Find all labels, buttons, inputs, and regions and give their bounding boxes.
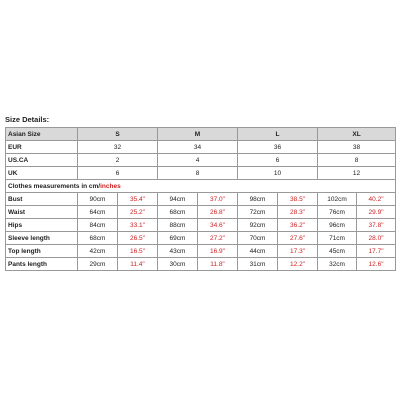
measurement-cm-cell: 69cm [158,232,198,245]
measurement-inch-cell: 17.7" [357,245,396,258]
measurement-cm-cell: 68cm [158,206,198,219]
size-conversion-row [6,167,396,180]
measurement-row-label: Hips [6,219,78,232]
measurement-inch-cell: 37.0" [198,193,238,206]
measurement-inch-cell: 26.5" [118,232,158,245]
measurement-cm-cell: 29cm [78,258,118,271]
measurement-cm-cell: 92cm [238,219,278,232]
measurement-inch-cell: 26.8" [198,206,238,219]
measurement-inch-cell: 36.2" [278,219,318,232]
measurement-row [6,258,396,271]
size-details-title: Size Details: [5,115,50,124]
measurement-inch-cell: 28.0" [357,232,396,245]
measurement-cm-cell: 94cm [158,193,198,206]
table-header-row [6,128,396,141]
size-conversion-cell: 2 [78,154,158,167]
measurement-row [6,245,396,258]
measurement-inch-cell: 29.9" [357,206,396,219]
measurement-inch-cell: 11.4" [118,258,158,271]
size-conversion-cell: 8 [318,154,396,167]
size-row-label: UK [6,167,78,180]
measurement-inch-cell: 17.3" [278,245,318,258]
measurement-inch-cell: 40.2" [357,193,396,206]
measurement-inch-cell: 27.6" [278,232,318,245]
size-header-l: L [238,128,318,141]
measurement-inch-cell: 16.9" [198,245,238,258]
measurement-inch-cell: 12.2" [278,258,318,271]
measurement-cm-cell: 30cm [158,258,198,271]
size-conversion-cell: 38 [318,141,396,154]
measurement-cm-cell: 88cm [158,219,198,232]
measurement-cm-cell: 90cm [78,193,118,206]
measurement-inch-cell: 28.3" [278,206,318,219]
measurement-row [6,206,396,219]
size-conversion-cell: 36 [238,141,318,154]
measurement-row-label: Bust [6,193,78,206]
measurement-cm-cell: 44cm [238,245,278,258]
measurement-inch-cell: 25.2" [118,206,158,219]
measurement-cm-cell: 70cm [238,232,278,245]
measurement-cm-cell: 102cm [318,193,357,206]
measurement-inch-cell: 11.8" [198,258,238,271]
measurement-row [6,193,396,206]
measurement-cm-cell: 45cm [318,245,357,258]
measurement-cm-cell: 43cm [158,245,198,258]
size-row-label: US.CA [6,154,78,167]
size-conversion-cell: 4 [158,154,238,167]
size-chart-table [5,127,396,271]
measurement-inch-cell: 33.1" [118,219,158,232]
measurement-cm-cell: 64cm [78,206,118,219]
measurement-cm-cell: 96cm [318,219,357,232]
size-conversion-cell: 8 [158,167,238,180]
measurements-heading [6,180,396,193]
size-header-s: S [78,128,158,141]
asian-size-header: Asian Size [6,128,78,141]
measurements-heading-text: Clothes measurements in cm/ [8,182,101,190]
measurement-row-label: Top length [6,245,78,258]
measurement-row [6,219,396,232]
measurements-heading-unit: inches [100,182,121,190]
size-conversion-cell: 12 [318,167,396,180]
measurements-heading-row [6,180,396,193]
measurement-cm-cell: 68cm [78,232,118,245]
measurement-cm-cell: 42cm [78,245,118,258]
measurement-inch-cell: 38.5" [278,193,318,206]
measurement-inch-cell: 35.4" [118,193,158,206]
measurement-cm-cell: 76cm [318,206,357,219]
measurement-cm-cell: 84cm [78,219,118,232]
measurement-inch-cell: 27.2" [198,232,238,245]
measurement-inch-cell: 16.5" [118,245,158,258]
size-conversion-cell: 10 [238,167,318,180]
size-header-xl: XL [318,128,396,141]
measurement-row-label: Pants length [6,258,78,271]
size-conversion-cell: 34 [158,141,238,154]
measurement-row-label: Waist [6,206,78,219]
measurement-cm-cell: 72cm [238,206,278,219]
size-conversion-cell: 6 [78,167,158,180]
measurement-row [6,232,396,245]
measurement-inch-cell: 12.6" [357,258,396,271]
measurement-row-label: Sleeve length [6,232,78,245]
measurement-cm-cell: 98cm [238,193,278,206]
measurement-cm-cell: 32cm [318,258,357,271]
measurement-inch-cell: 37.8" [357,219,396,232]
size-conversion-cell: 32 [78,141,158,154]
size-conversion-row [6,141,396,154]
size-conversion-row [6,154,396,167]
measurement-cm-cell: 31cm [238,258,278,271]
measurement-inch-cell: 34.6" [198,219,238,232]
size-conversion-cell: 6 [238,154,318,167]
measurement-cm-cell: 71cm [318,232,357,245]
size-header-m: M [158,128,238,141]
size-row-label: EUR [6,141,78,154]
